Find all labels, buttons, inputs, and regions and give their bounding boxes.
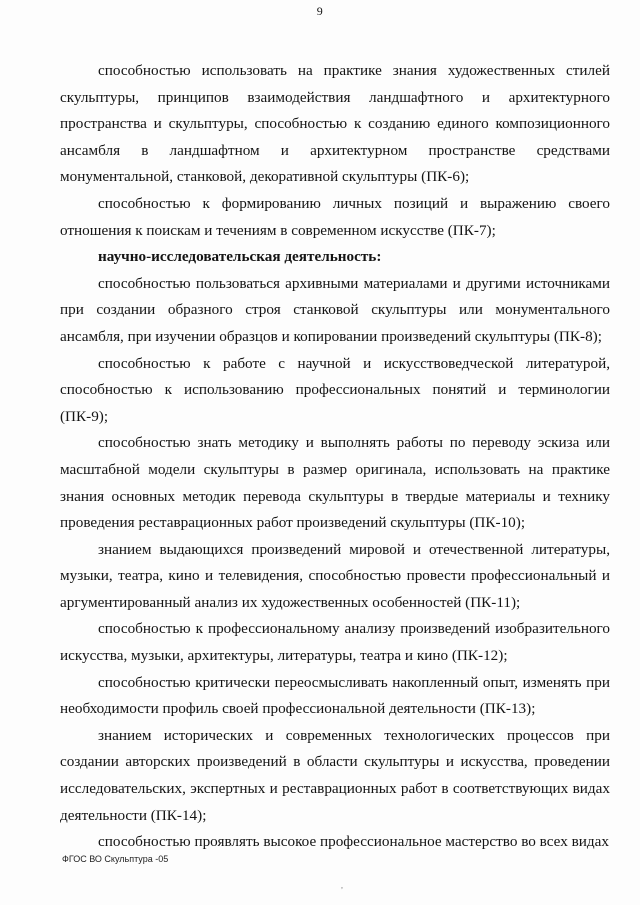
paragraph-pk6: способностью использовать на практике знания художественных стилей скульптуры, принципов взаимодействия ландшафтного и архитектурного пространства и скульптуры, способностью к созданию единого композиционного ансамбля в ландшафтном и архитектурном пространстве средствами монументальной, станковой, декоративной скульптуры (ПК-6); <box>60 62 610 186</box>
paragraph-pk10: способностью знать методику и выполнять работы по переводу эскиза или масштабной модели скульптуры в размер оригинала, использовать на практике знания основных методик перевода скульптуры в твердые материалы и технику проведения реставрационных работ произведений скульптуры (ПК-10); <box>60 434 610 532</box>
paragraph-pk11: знанием выдающихся произведений мировой и отечественной литературы, музыки, театра, кино и телевидения, способностью провести профессиональный и аргументированный анализ их художественных особенностей (ПК-11); <box>60 540 610 611</box>
page-number: 9 <box>316 4 324 18</box>
paragraph-pk8: способностью пользоваться архивными материалами и другими источниками при создании образного строя станковой скульптуры или монументального ансамбля, при изучении образцов и копировании произведений скульптуры (ПК-8); <box>60 274 610 345</box>
section-heading-research: научно-исследовательская деятельность: <box>98 248 382 266</box>
paragraph-pk9: способностью к работе с научной и искусствоведческой литературой, способностью к использованию профессиональных понятий и терминологии (ПК-9); <box>60 354 610 425</box>
paragraph-pk13: способностью критически переосмысливать накопленный опыт, изменять при необходимости профиль своей профессиональной деятельности (ПК-13); <box>60 673 610 718</box>
footer-document-code: ФГОС ВО Скульптура -05 <box>62 854 169 864</box>
paragraph-pk14: знанием исторических и современных технологических процессов при создании авторских произведений в области скульптуры и искусства, проведении исследовательских, экспертных и реставрационных работ в соответствующих видах деятельности (ПК-14); <box>60 726 610 824</box>
paragraph-pk7: способностью к формированию личных позиций и выражению своего отношения к поискам и течениям в современном искусстве (ПК-7); <box>60 194 610 239</box>
paragraph-continued: способностью проявлять высокое профессиональное мастерство во всех видах <box>98 833 609 851</box>
scan-mark: , <box>341 881 343 890</box>
document-body <box>60 58 610 856</box>
paragraph-pk12: способностью к профессиональному анализу произведений изобразительного искусства, музыки, архитектуры, литературы, театра и кино (ПК-12); <box>60 620 610 665</box>
